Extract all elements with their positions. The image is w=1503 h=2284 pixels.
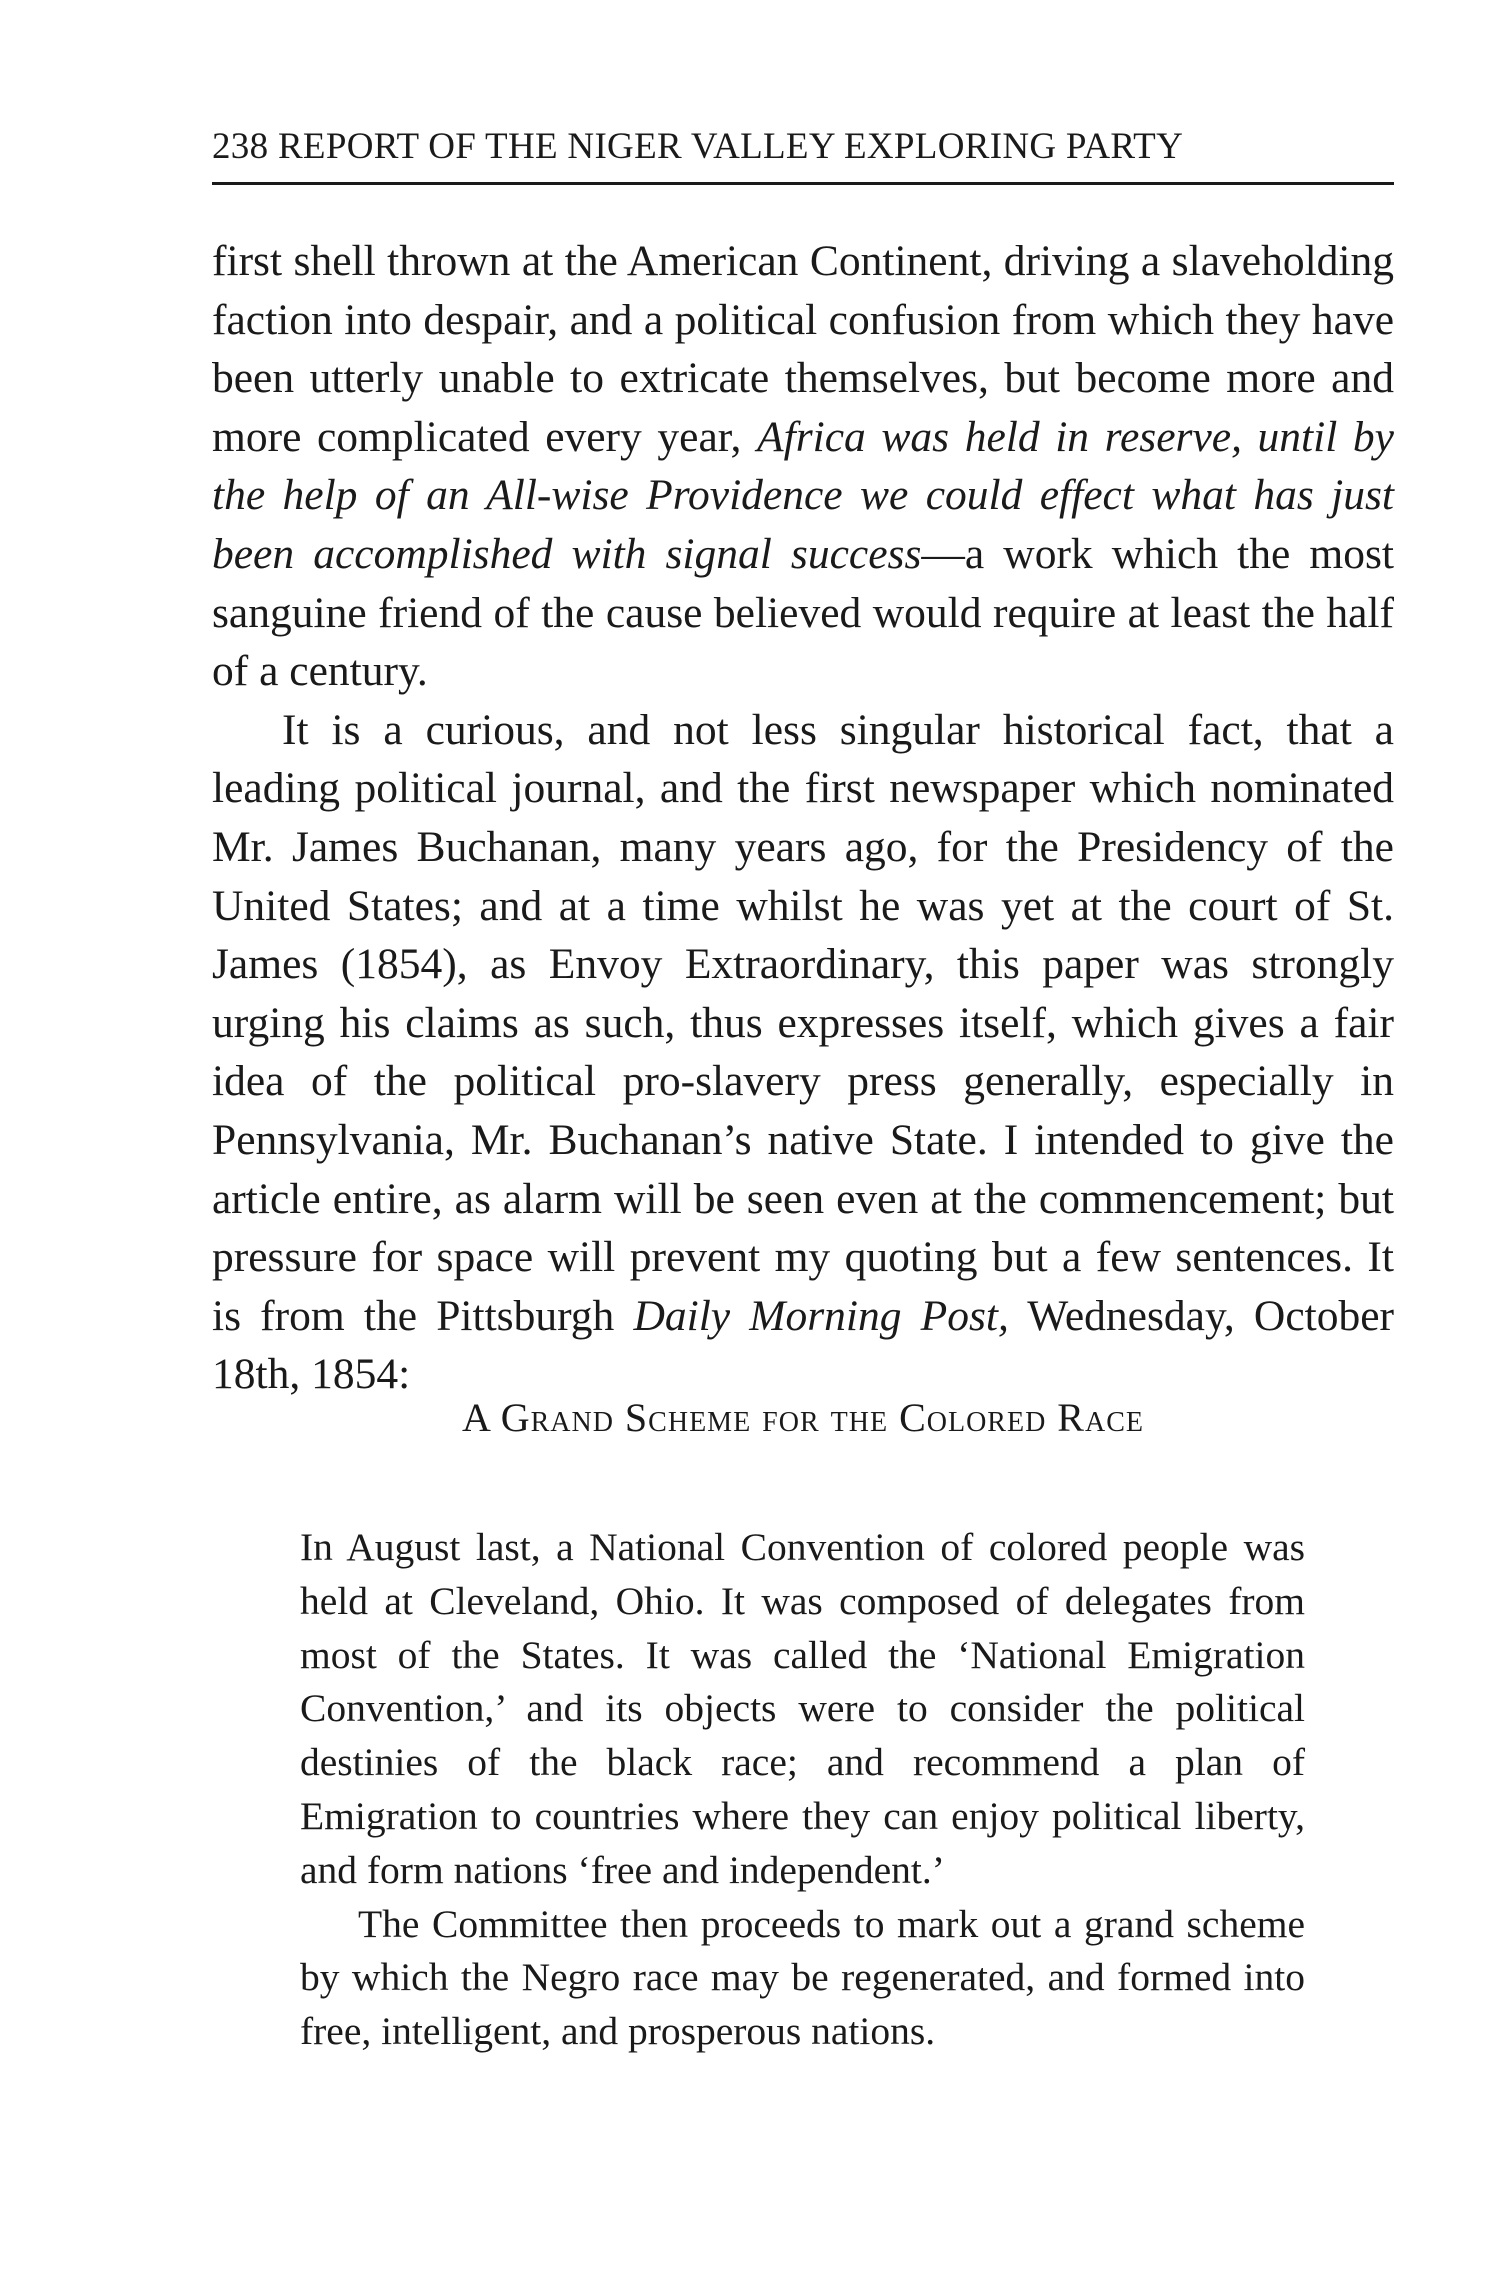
paragraph-1-text-start: first shell thrown at the American Continent, driving a slaveholding faction into despair, and a political confusion from which they have been utterly unable to extricate themselves, but become more and more complicated every year, — [212, 237, 1394, 461]
paragraph-1-text-end: —a work which the most sanguine friend of the cause believed would require at least the half of a century. — [212, 529, 1394, 696]
running-head: 238 REPORT OF THE NIGER VALLEY EXPLORING PARTY — [212, 126, 1184, 167]
newspaper-title: Daily Morning Post, — [633, 1291, 1009, 1340]
paragraph-1 — [212, 232, 1394, 701]
paragraph-2-text-start: It is a curious, and not less singular historical fact, that a leading political journal, and the first newspaper which nominated Mr. James Buchanan, many years ago, for the Presidency of the United States; and at a time whilst he was yet at the court of St. James (1854), as Envoy Extraordinary, this paper was strongly urging his claims as such, thus expresses itself, which gives a fair idea of the political pro-slavery press generally, especially in Pennsylvania, Mr. Buchanan’s native State. I intended to give the article entire, as alarm will be seen even at the commencement; but pressure for space will prevent my quoting but a few sentences. It is from the Pittsburgh — [212, 705, 1394, 1340]
paragraph-2 — [212, 701, 1394, 1404]
body-text — [212, 232, 1394, 1404]
paragraph-1-italic: Africa was held in reserve, until by the help of an All-wise Providence we could effect what has just been accomplished with signal success — [212, 412, 1394, 578]
header-rule — [212, 182, 1394, 185]
block-quote — [300, 1521, 1305, 2059]
quote-heading: A Grand Scheme for the Colored Race — [462, 1395, 1144, 1440]
quote-paragraph-2: The Committee then proceeds to mark out a grand scheme by which the Negro race may be regenerated, and formed into free, intelligent, and prosperous nations. — [300, 1901, 1305, 2054]
quote-paragraph-1: In August last, a National Convention of colored people was held at Cleveland, Ohio. It was composed of delegates from most of the States. It was called the ‘National Emigration Convention,’ and its objects were to consider the political destinies of the black race; and recommend a plan of Emigration to countries where they can enjoy political liberty, and form nations ‘free and independent.’ — [300, 1525, 1305, 1892]
paragraph-2-text-end: Wednesday, October 18th, 1854: — [212, 1291, 1395, 1399]
